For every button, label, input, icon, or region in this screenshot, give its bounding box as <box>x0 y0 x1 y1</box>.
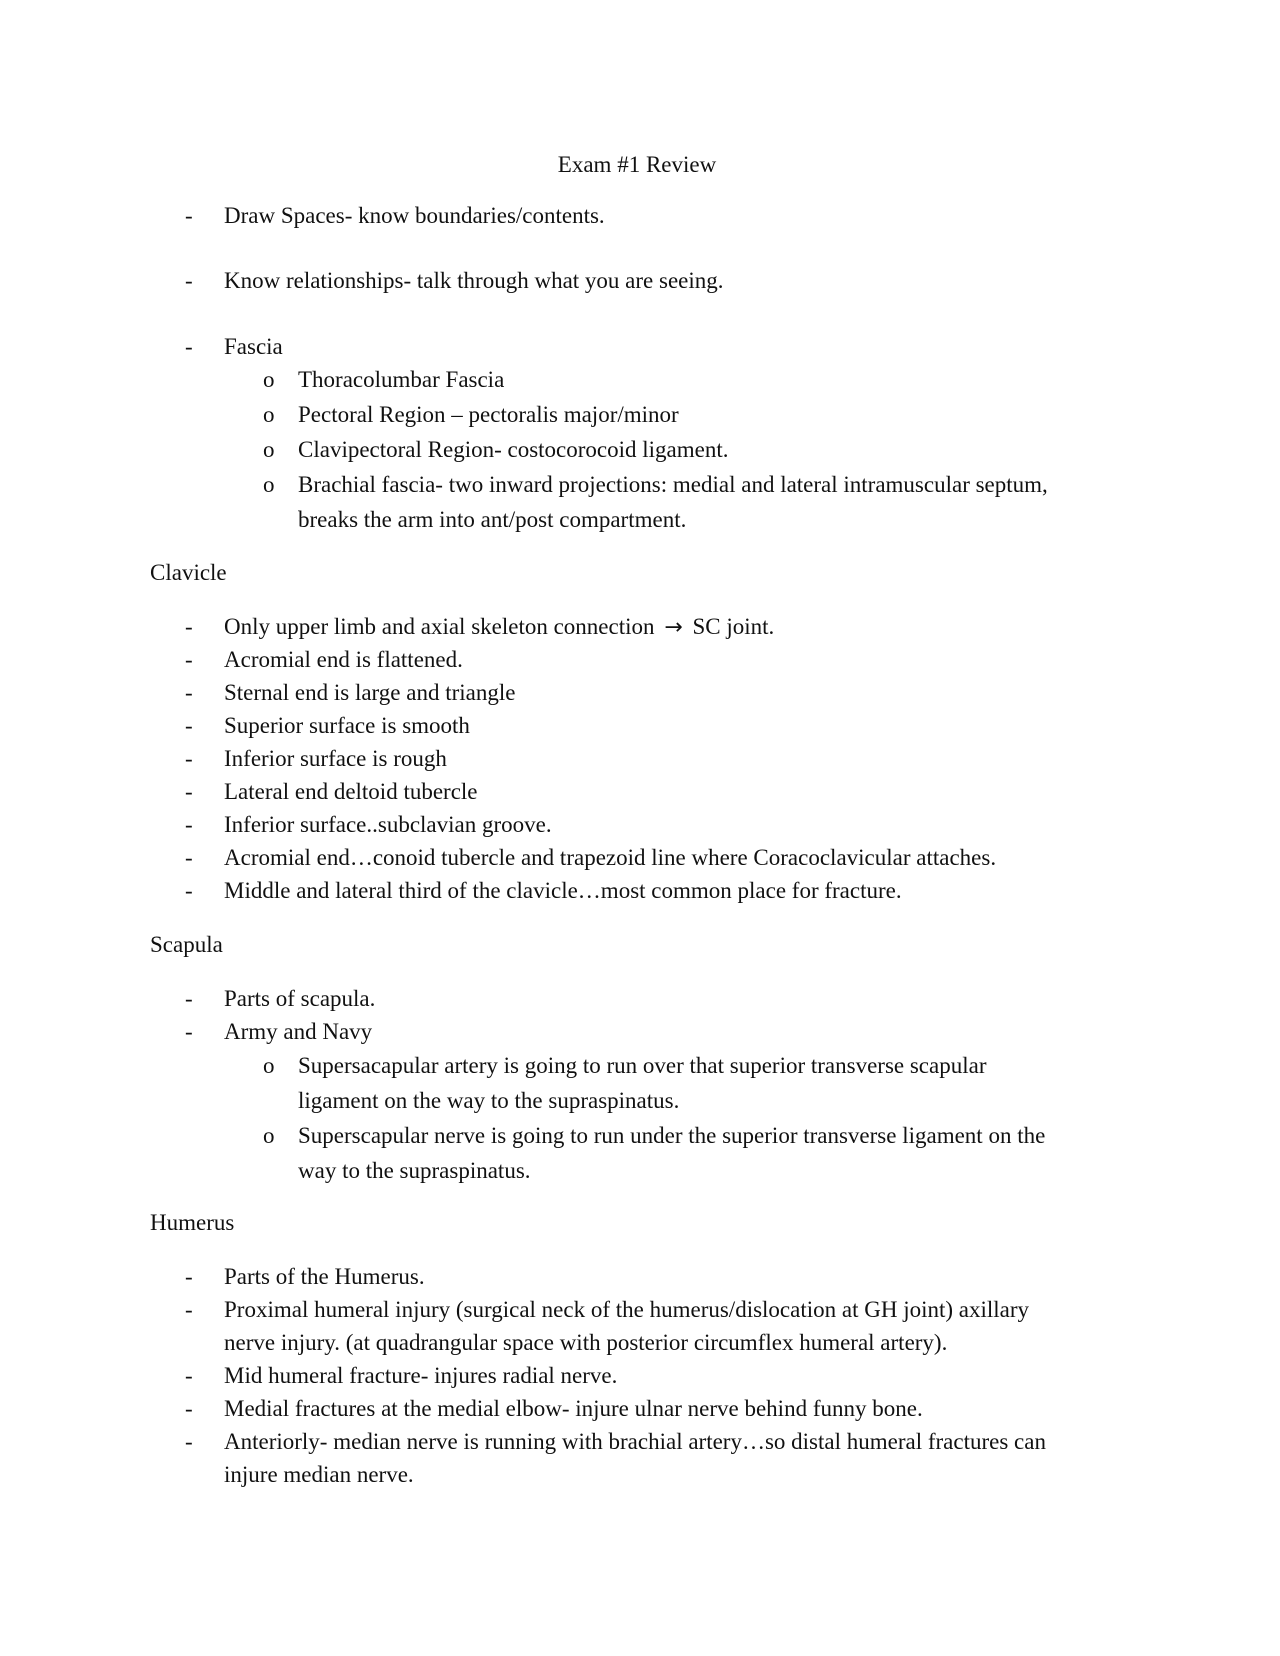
list-item: Parts of scapula. <box>224 986 376 1011</box>
sub-bullet: o <box>263 472 275 497</box>
sub-bullet: o <box>263 402 275 427</box>
list-item: Army and Navy <box>224 1019 373 1044</box>
list-bullet: - <box>185 779 193 804</box>
section-heading-clavicle: Clavicle <box>150 560 227 585</box>
list-bullet: - <box>185 746 193 771</box>
list-bullet: - <box>185 1019 193 1044</box>
list-item: Medial fractures at the medial elbow- injure ulnar nerve behind funny bone. <box>224 1396 923 1421</box>
list-bullet: - <box>185 1429 193 1454</box>
sub-list-item-continuation: breaks the arm into ant/post compartment. <box>298 507 687 532</box>
list-bullet: - <box>185 614 193 639</box>
list-item-text: SC joint. <box>692 614 775 639</box>
list-bullet: - <box>185 713 193 738</box>
sub-list-item: Brachial fascia- two inward projections: medial and lateral intramuscular septum, <box>298 472 1048 497</box>
list-item: Middle and lateral third of the clavicle…most common place for fracture. <box>224 878 902 903</box>
list-item: Parts of the Humerus. <box>224 1264 425 1289</box>
list-item: Acromial end…conoid tubercle and trapezoid line where Coracoclavicular attaches. <box>224 845 997 870</box>
list-item: Sternal end is large and triangle <box>224 680 516 705</box>
sub-bullet: o <box>263 437 275 462</box>
list-item: Anteriorly- median nerve is running with brachial artery…so distal humeral fractures can <box>224 1429 1046 1454</box>
list-bullet: - <box>185 986 193 1011</box>
list-item: Draw Spaces- know boundaries/contents. <box>224 203 605 228</box>
list-item: Know relationships- talk through what you are seeing. <box>224 268 724 293</box>
list-item: Fascia <box>224 334 283 359</box>
list-bullet: - <box>185 680 193 705</box>
list-bullet: - <box>185 878 193 903</box>
list-item: Acromial end is flattened. <box>224 647 463 672</box>
list-item: Superior surface is smooth <box>224 713 470 738</box>
list-bullet: - <box>185 1396 193 1421</box>
arrow-right-icon: → <box>664 615 683 640</box>
sub-bullet: o <box>263 367 275 392</box>
list-bullet: - <box>185 845 193 870</box>
list-bullet: - <box>185 1264 193 1289</box>
sub-list-item: Superscapular nerve is going to run under the superior transverse ligament on the <box>298 1123 1046 1148</box>
list-item <box>224 610 1124 644</box>
list-item-continuation: injure median nerve. <box>224 1462 414 1487</box>
sub-list-item: Pectoral Region – pectoralis major/minor <box>298 402 679 427</box>
list-item-text: Only upper limb and axial skeleton connection <box>224 614 655 639</box>
section-heading-humerus: Humerus <box>150 1210 235 1235</box>
list-bullet: - <box>185 1297 193 1322</box>
section-heading-scapula: Scapula <box>150 932 223 957</box>
sub-list-item: Thoracolumbar Fascia <box>298 367 505 392</box>
page-title-text: Exam #1 Review <box>557 152 717 177</box>
sub-list-item: Clavipectoral Region- costocorocoid ligament. <box>298 437 729 462</box>
sub-list-item-continuation: ligament on the way to the supraspinatus. <box>298 1088 680 1113</box>
sub-bullet: o <box>263 1053 275 1078</box>
page-title <box>0 148 1280 181</box>
list-item: Lateral end deltoid tubercle <box>224 779 478 804</box>
list-bullet: - <box>185 647 193 672</box>
list-bullet: - <box>185 203 193 228</box>
list-bullet: - <box>185 1363 193 1388</box>
list-bullet: - <box>185 268 193 293</box>
sub-list-item-continuation: way to the supraspinatus. <box>298 1158 531 1183</box>
sub-list-item: Supersacapular artery is going to run over that superior transverse scapular <box>298 1053 987 1078</box>
list-bullet: - <box>185 334 193 359</box>
list-item: Proximal humeral injury (surgical neck of the humerus/dislocation at GH joint) axillary <box>224 1297 1030 1322</box>
list-item: Inferior surface is rough <box>224 746 447 771</box>
sub-bullet: o <box>263 1123 275 1148</box>
list-item-continuation: nerve injury. (at quadrangular space with posterior circumflex humeral artery). <box>224 1330 948 1355</box>
list-item: Inferior surface..subclavian groove. <box>224 812 552 837</box>
list-bullet: - <box>185 812 193 837</box>
list-item: Mid humeral fracture- injures radial nerve. <box>224 1363 618 1388</box>
